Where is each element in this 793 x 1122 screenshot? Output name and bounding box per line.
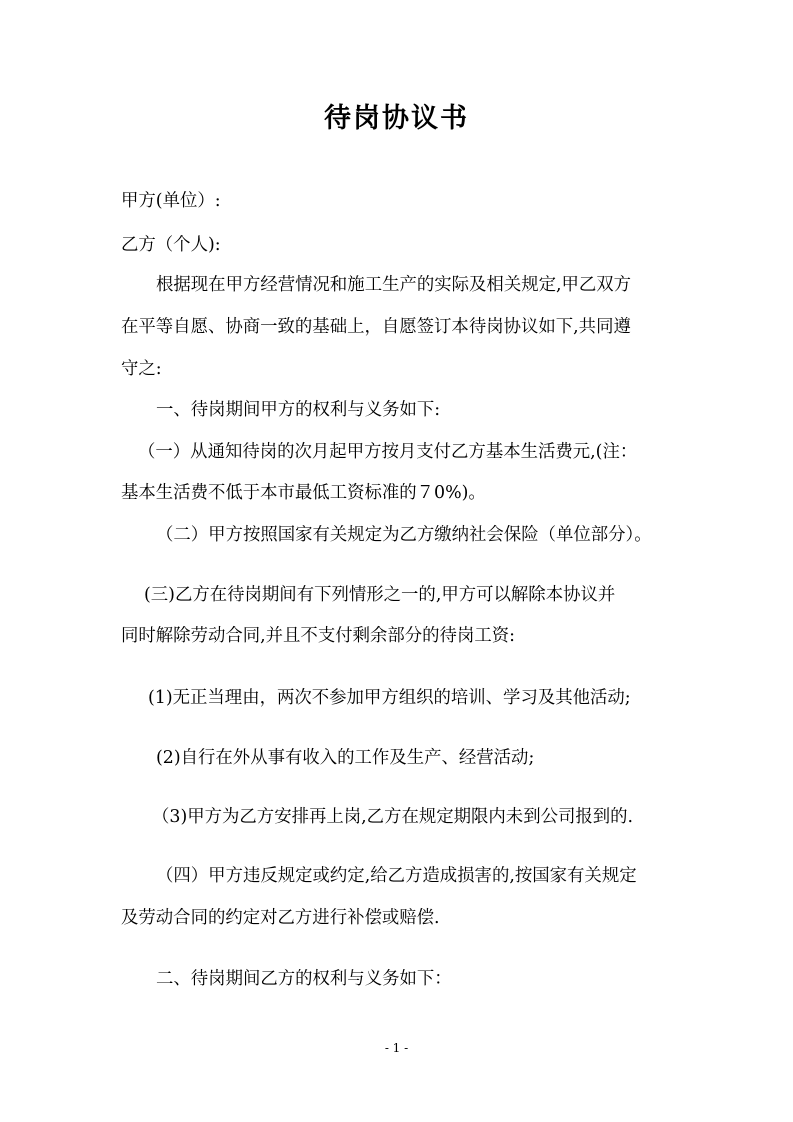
page-number: - 1 - [384,1041,409,1055]
clause-1-3-line-2: 同时解除劳动合同,并且不支付剩余部分的待岗工资: [121,626,515,646]
item-2: (2)自行在外从事有收入的工作及生产、经营活动; [156,748,535,768]
clause-1-3-line-1: (三)乙方在待岗期间有下列情形之一的,甲方可以解除本协议并 [144,585,616,605]
clause-1-4-line-2: 及劳动合同的约定对乙方进行补偿或赔偿. [121,908,440,928]
preamble-line-3: 守之: [121,359,162,379]
party-a-line: 甲方(单位）: [121,191,221,211]
party-b-line: 乙方（个人): [121,235,221,255]
section-two-heading: 二、待岗期间乙方的权利与义务如下： [156,969,452,989]
clause-1-4-line-1: （四）甲方违反规定或约定,给乙方造成损害的,按国家有关规定 [156,866,637,886]
preamble-line-1: 根据现在甲方经营情况和施工生产的实际及相关规定,甲乙双方 [156,275,632,295]
clause-1-1-line-1: （一）从通知待岗的次月起甲方按月支付乙方基本生活费元,(注： [138,442,638,462]
section-one-heading: 一、待岗期间甲方的权利与义务如下: [156,400,441,420]
preamble-line-2: 在平等自愿、协商一致的基础上，自愿签订本待岗协议如下,共同遵 [121,317,631,337]
clause-1-2: （二）甲方按照国家有关规定为乙方缴纳社会保险（单位部分）。 [156,525,652,545]
item-1: (1)无正当理由，两次不参加甲方组织的培训、学习及其他活动; [148,688,631,708]
clause-1-1-line-2: 基本生活费不低于本市最低工资标准的７0%)。 [121,483,486,503]
document-title: 待岗协议书 [324,103,469,134]
item-3: （3)甲方为乙方安排再上岗,乙方在规定期限内未到公司报到的. [152,807,634,827]
